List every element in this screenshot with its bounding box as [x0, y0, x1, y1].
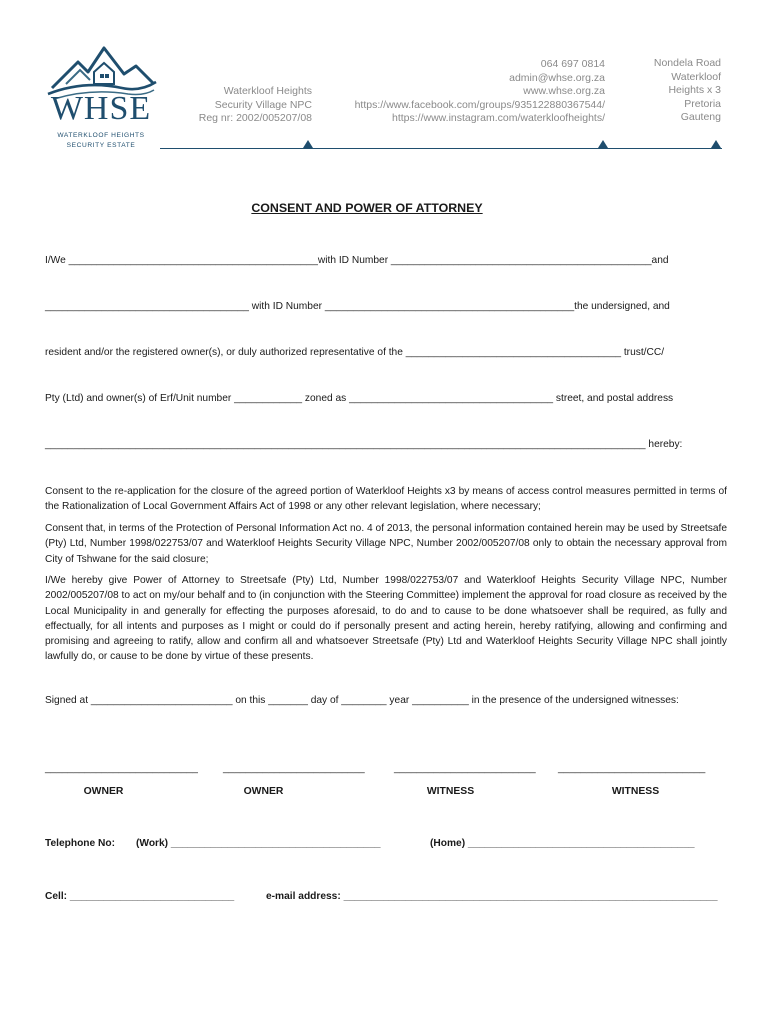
divider-marker-icon [303, 140, 313, 148]
label-witness-1: WITNESS [426, 786, 475, 797]
logo-tagline-line1: WATERKLOOF HEIGHTS [57, 132, 145, 139]
contact-email[interactable]: admin@whse.org.za [509, 71, 605, 84]
label-witness-2: WITNESS [611, 786, 660, 797]
telephone-label: Telephone No: [45, 838, 115, 849]
whse-logo [44, 44, 158, 152]
cell-field[interactable]: Cell: _____________________________ [45, 891, 235, 902]
fill-line-representative[interactable]: resident and/or the registered owner(s), or duly authorized representative of the ______________________________________ trust/CC/ [45, 347, 665, 358]
org-info [199, 85, 312, 126]
signature-line-owner-2[interactable]: _________________________ [223, 763, 365, 774]
contact-facebook[interactable]: https://www.facebook.com/groups/935122880367544/ [354, 98, 605, 111]
signed-at-line[interactable]: Signed at _________________________ on this _______ day of ________ year __________ in the presence of the undersigned witnesses: [45, 695, 679, 706]
document-title: CONSENT AND POWER OF ATTORNEY [251, 201, 483, 215]
paragraph-consent-closure: Consent to the re-application for the closure of the agreed portion of Waterkloof Heights x3 by means of access control measures permitted in terms of the Rationalization of Local Government Affairs Act of 1998 or any other relevant legislation, where necessary; [45, 486, 727, 513]
contact-phone: 064 697 0814 [540, 58, 605, 70]
header-divider [160, 148, 722, 149]
fill-line-erf[interactable]: Pty (Ltd) and owner(s) of Erf/Unit number ____________ zoned as ____________________________________ street, and postal address [45, 393, 674, 404]
divider-marker-icon [598, 140, 608, 148]
logo-tagline-line2: SECURITY ESTATE [66, 142, 136, 149]
address-line-3: Heights x 3 [668, 84, 721, 96]
logo-wordmark: WHSE [50, 90, 152, 127]
fill-line-names-2[interactable]: ____________________________________ with ID Number ____________________________________________the undersigned, and [45, 301, 670, 312]
address-info [654, 57, 721, 125]
fill-line-address[interactable]: __________________________________________________________________________________________________________ hereby: [45, 439, 683, 450]
telephone-home-field[interactable]: (Home) ________________________________________ [430, 838, 695, 849]
address-line-5: Gauteng [680, 111, 721, 123]
email-field[interactable]: e-mail address: __________________________________________________________________ [266, 891, 718, 902]
org-name: Waterkloof Heights [223, 85, 312, 97]
contact-instagram[interactable]: https://www.instagram.com/waterkloofheights/ [391, 112, 605, 124]
paragraph-consent-popia: Consent that, in terms of the Protection of Personal Information Act no. 4 of 2013, the personal information contained herein may be used by Streetsafe (Pty) Ltd, Number 1998/022753/07 and Waterkloof Heights Security Village NPC, Number 2002/005207/08 only to obtain the necessary approval from City of Tshwane for the said closure; [45, 523, 727, 565]
org-type: Security Village NPC [214, 98, 312, 111]
fill-line-names-1[interactable]: I/We ____________________________________________with ID Number ______________________________________________and [45, 255, 669, 266]
signature-line-witness-2[interactable]: __________________________ [558, 763, 706, 774]
org-reg-number: Reg nr: 2002/005207/08 [198, 112, 312, 124]
signature-line-witness-1[interactable]: _________________________ [394, 763, 536, 774]
paragraph-power-of-attorney: I/We hereby give Power of Attorney to Streetsafe (Pty) Ltd, Number 1998/022753/07 and Waterkloof Heights Security Village NPC, Number 2002/005207/08 to act on my/our behalf and to (in conjunction with the Steering Committee) implement the approval for road closure as received by the Local Municipality in and generally for effecting the purposes aforesaid, to do and to cause to be done whatsoever shall be required, as fully and effectually, for all intents and purposes as I might or could do if personally present and acting herein, hereby ratifying, allowing and confirming and promising and agreeing to ratify, allow and confirm all and whatsoever Streetsafe (Pty) Ltd and Waterkloof Heights Security Village NPC shall jointly lawfully do, or cause to be done by virtue of these presents. [45, 575, 727, 663]
address-line-2: Waterkloof [671, 70, 721, 83]
divider-marker-icon [711, 140, 721, 148]
signature-line-owner-1[interactable]: ___________________________ [45, 763, 198, 774]
label-owner-2: OWNER [243, 786, 284, 797]
label-owner-1: OWNER [83, 786, 124, 797]
contact-website[interactable]: www.whse.org.za [523, 85, 605, 97]
address-line-1: Nondela Road [653, 57, 721, 69]
telephone-work-field[interactable]: (Work) _____________________________________ [136, 838, 381, 849]
address-line-4: Pretoria [684, 97, 721, 110]
contact-info [355, 58, 605, 126]
